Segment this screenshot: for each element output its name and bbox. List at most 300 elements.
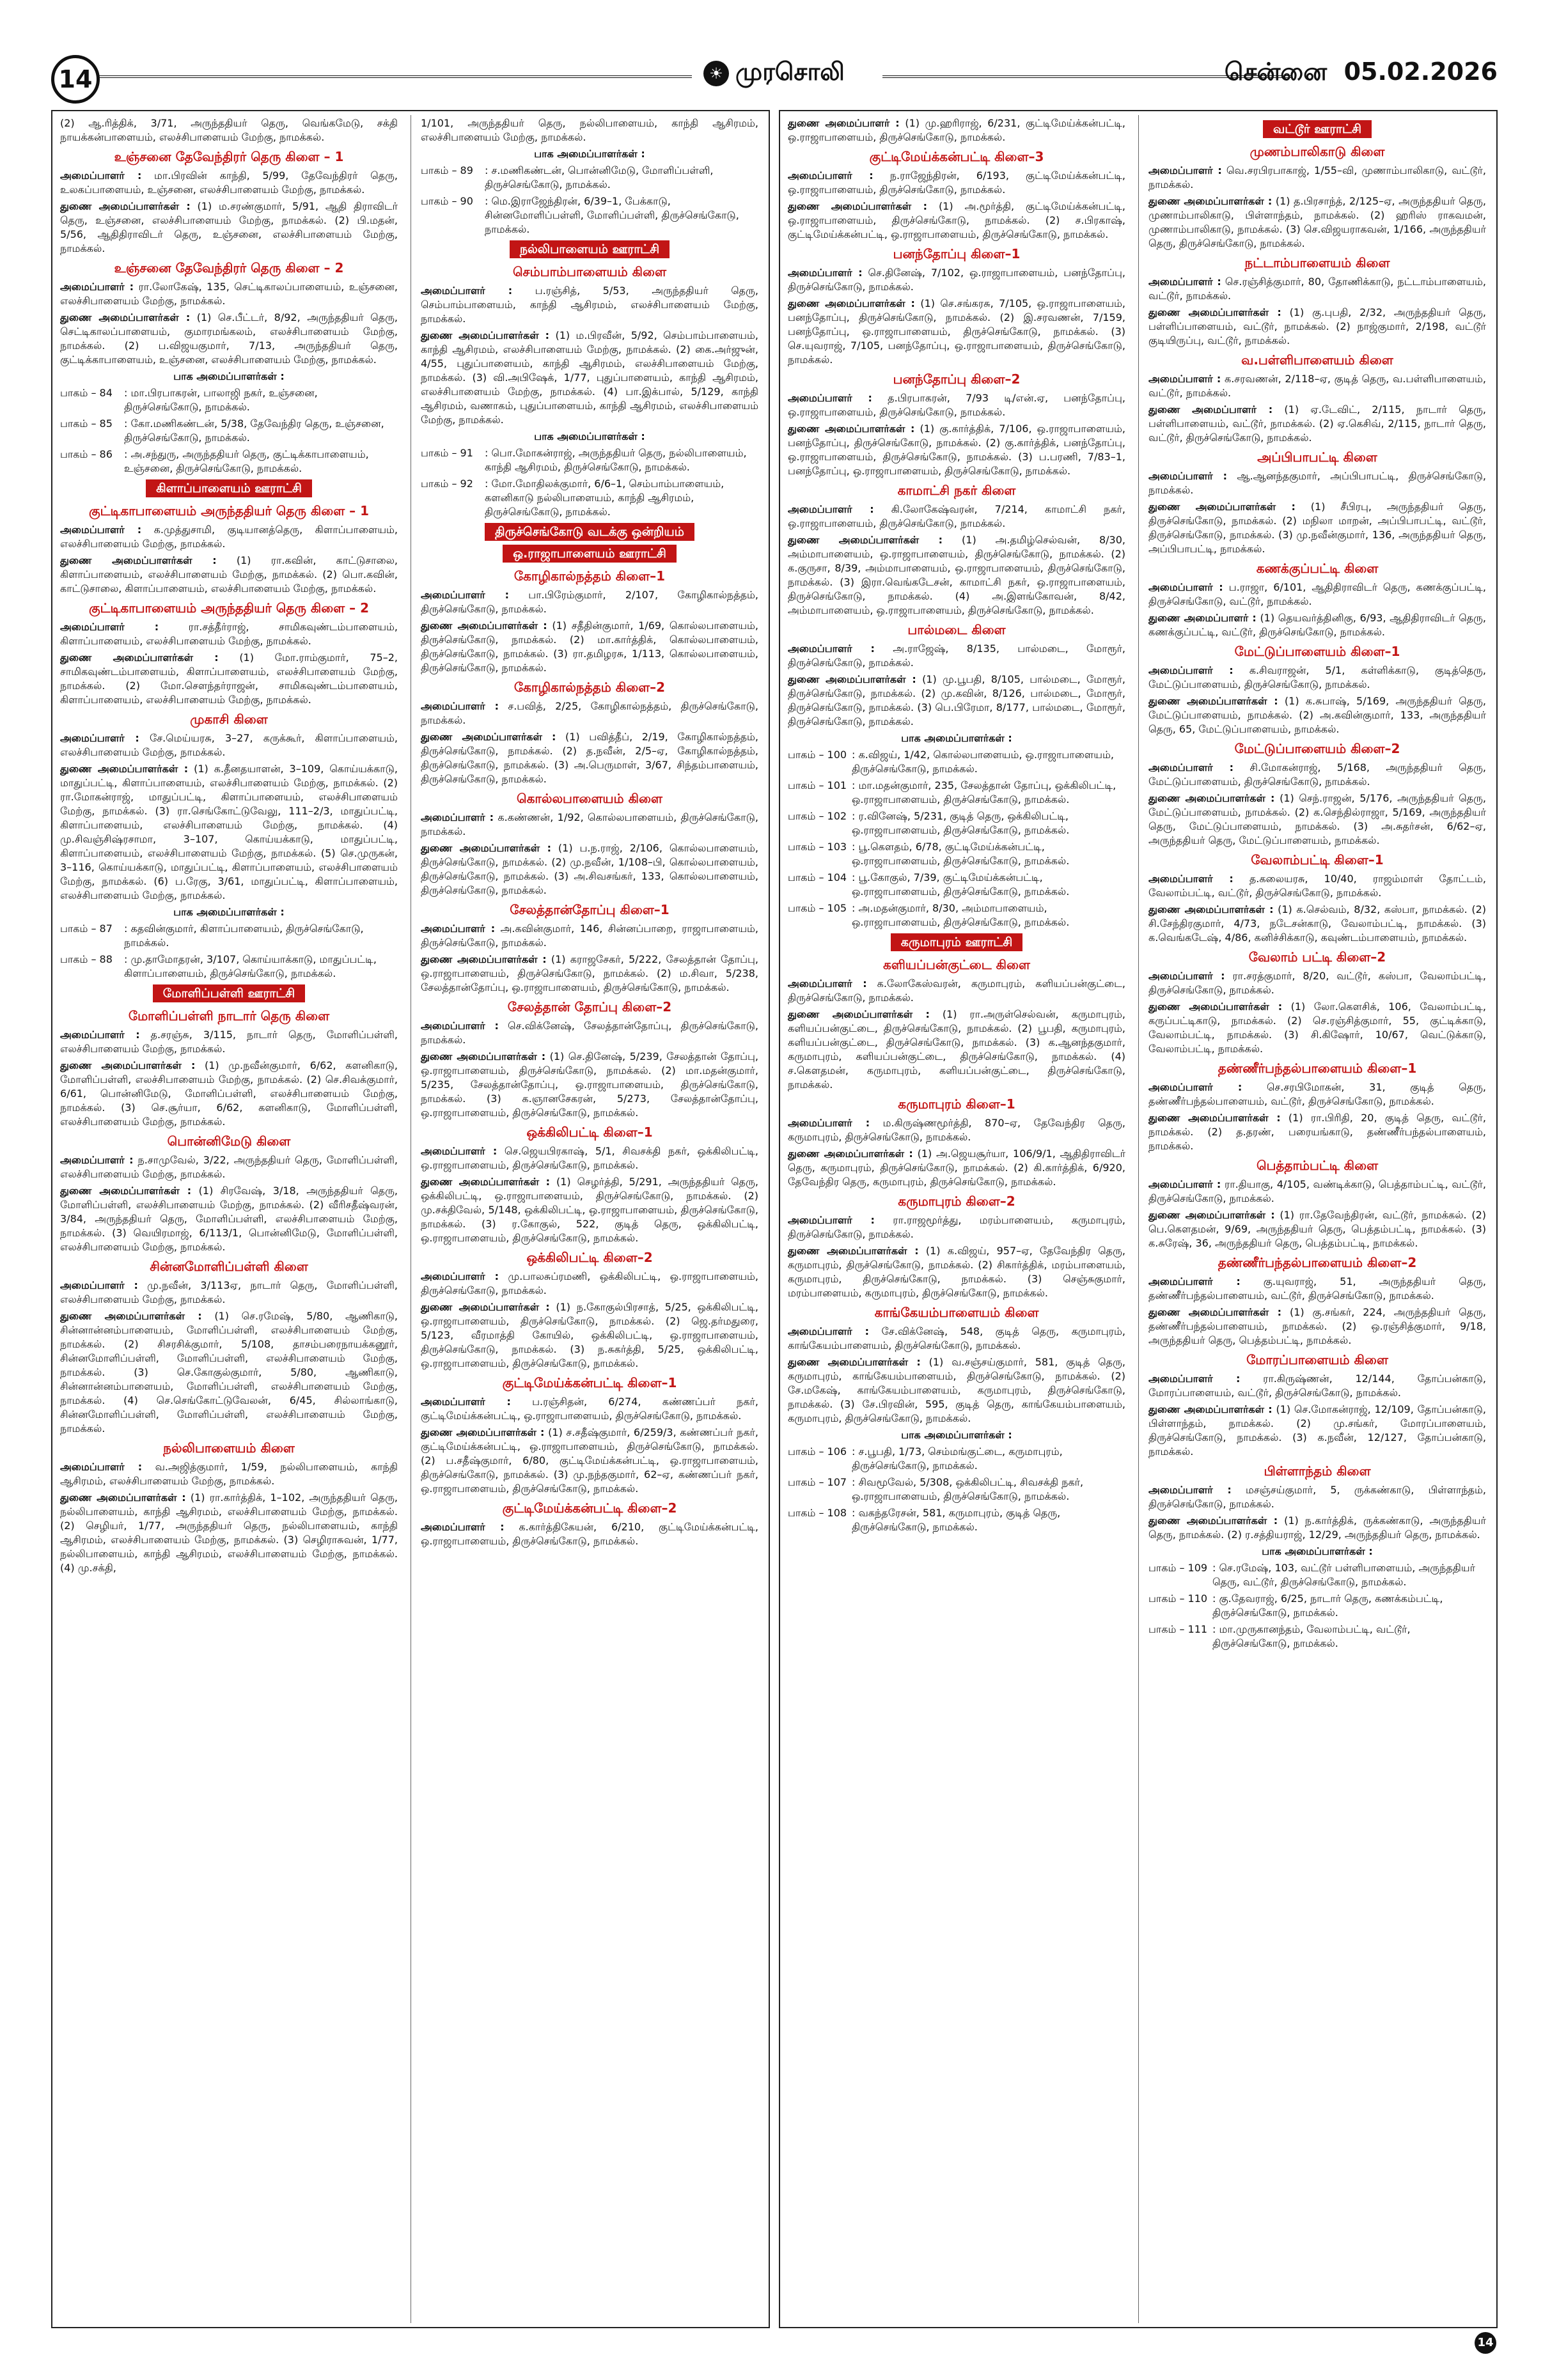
organizer-entry bbox=[788, 1116, 1125, 1144]
entry-text: (1) அ.தமிழ்செல்வன், 8/30, அம்மாபாளையம், ஒ.ராஜாபாளையம், திருச்செங்கோடு, நாமக்கல். (2) க.குருசா, 8/39, அம்மாபாளையம், ஒ.ராஜாபாளையம், திருச்செங்கோடு, நாமக்கல். (3) இரா.வெங்கடேசன், காமாட்சி நகர், ஒ.ராஜாபாளையம், திருச்செங்கோடு, நாமக்கல். (4) அ.இளங்கோவன், 8/42, அம்மாபாளையம், ஒ.ராஜாபாளையம், திருச்செங்கோடு, நாமக்கல். bbox=[788, 534, 1125, 616]
role-label: துணை அமைப்பாளர்கள் : bbox=[1148, 1306, 1282, 1318]
branch-heading: பொன்னிமேடு கிளை bbox=[167, 1133, 291, 1149]
organizer-entry bbox=[788, 1355, 1125, 1426]
booth-entry bbox=[421, 194, 758, 237]
role-label: துணை அமைப்பாளர்கள் : bbox=[60, 651, 219, 664]
dateline bbox=[1225, 58, 1498, 89]
booth-number: பாகம் – 109 bbox=[1148, 1562, 1208, 1574]
role-label: அமைப்பாளர் : bbox=[1148, 664, 1234, 676]
organizer-entry bbox=[421, 619, 758, 675]
role-label: துணை அமைப்பாளர்கள் : bbox=[788, 423, 915, 435]
booth-organizer-details: : சிவமூவேல், 5/308, ஒக்கிலிபட்டி, சிவசக்தி நகர், ஒ.ராஜாபாளையம், திருச்செங்கோடு, நாமக்கல். bbox=[852, 1476, 1084, 1502]
organizer-entry bbox=[788, 1007, 1125, 1092]
entry-text: செ.சரபிமோகன், 31, குடித் தெரு, தண்ணீர்பந்தல்பாளையம், வட்டூர், திருச்செங்கோடு, நாமக்கல். bbox=[1148, 1081, 1486, 1107]
booth-organizer-details: : கோ.மணிகண்டன், 5/38, தேவேந்திர தெரு, உஞ்சனை, திருச்செங்கோடு, நாமக்கல். bbox=[124, 417, 384, 444]
role-label: அமைப்பாளர் : bbox=[1148, 164, 1222, 176]
entry-text: (1) ந.கார்த்திக், ருக்கண்காடு, அருந்ததியர் தெரு, நாமக்கல். (2) ர.சத்தியராஜ், 12/29, அருந்ததியர் தெரு, நாமக்கல். bbox=[1148, 1514, 1486, 1541]
role-label: துணை அமைப்பாளர்கள் : bbox=[1148, 903, 1274, 915]
role-label: துணை அமைப்பாளர்கள் : bbox=[788, 1245, 919, 1257]
booth-organizer-details: : அ.சந்துரு, அருந்ததியர் தெரு, குட்டிக்காபாளையம், உஞ்சனை, திருச்செங்கோடு, நாமக்கல். bbox=[124, 448, 369, 474]
role-label: அமைப்பாளர் : bbox=[60, 1029, 140, 1041]
organizer-entry bbox=[60, 731, 398, 759]
entry-text: கு.யுவராஜ், 51, அருந்ததியர் தெரு, தண்ணீர்பந்தல்பாளையம், வட்டூர், திருச்செங்கோடு, நாமக்கல். bbox=[1148, 1275, 1486, 1302]
entry-text: த.கலையரசு, 10/40, ராஜம்மாள் தோட்டம், வேலாம்பட்டி, வட்டூர், திருச்செங்கோடு, நாமக்கல். bbox=[1148, 873, 1486, 899]
role-label: அமைப்பாளர் : bbox=[421, 1020, 499, 1032]
role-label: துணை அமைப்பாளர்கள் : bbox=[60, 1059, 196, 1071]
organizer-entry bbox=[421, 699, 758, 727]
organizer-entry bbox=[1148, 194, 1486, 251]
booth-number: பாகம் – 102 bbox=[788, 810, 847, 822]
organizer-entry bbox=[1148, 275, 1486, 303]
entry-text: செ.ஜெயபிரகாஷ், 5/1, சிவசக்தி நகர், ஒக்கிலிபட்டி, ஒ.ராஜாபாளையம், திருச்செங்கோடு, நாமக்கல். bbox=[421, 1145, 758, 1171]
organizer-entry bbox=[60, 1028, 398, 1056]
role-label: அமைப்பாளர் : bbox=[788, 169, 873, 182]
booth-entry bbox=[788, 1445, 1125, 1473]
role-label: அமைப்பாளர் : bbox=[788, 392, 872, 404]
role-label: அமைப்பாளர் : bbox=[421, 700, 499, 712]
entry-text: மசஞ்சய்குமார், 5, ருக்கண்காடு, பிள்ளாந்தம், திருச்செங்கோடு, நாமக்கல். bbox=[1148, 1484, 1486, 1510]
role-label: அமைப்பாளர் : bbox=[60, 732, 139, 744]
role-label: துணை அமைப்பாளர்கள் : bbox=[421, 329, 550, 341]
entry-text: (1) சதீதின்குமார், 1/69, கொல்லபாளையம், திருச்செங்கோடு, நாமக்கல். (2) மா.கார்த்திக், கொல்லபாளையம், திருச்செங்கோடு, நாமக்கல். (3) ரா.தமிழரசு, 1/113, கொல்லபாளையம், திருச்செங்கோடு, நாமக்கல். bbox=[421, 619, 758, 674]
entry-text: (1) மோ.ராம்குமார், 75–2, சாமிகவுண்டம்பாளையம், கிளாப்பாளையம், எலச்சிபாளையம் மேற்கு, நாமக்கல். (2) மோ.செளந்தர்ராஜன், சாமிகவுண்டம்பாளையம், கிளாப்பாளையம், எலச்சிபாளையம் மேற்கு, நாமக்கல். bbox=[60, 651, 398, 706]
role-label: துணை அமைப்பாளர்கள் : bbox=[1148, 1209, 1275, 1221]
role-label: துணை அமைப்பாளர்கள் : bbox=[60, 311, 191, 323]
branch-heading: களியப்பன்குட்டை கிளை bbox=[883, 957, 1030, 972]
branch-heading: கோழிகால்நத்தம் கிளை–2 bbox=[513, 680, 666, 695]
branch-heading: மேட்டுப்பாளையம் கிளை–1 bbox=[1234, 644, 1400, 659]
entry-text: க.சிவராஜன், 5/1, கள்ளிக்காடு, குடித்தெரு, மேட்டுப்பாளையம், திருச்செங்கோடு, நாமக்கல். bbox=[1148, 664, 1486, 690]
entry-text: (1) லோ.கௌசிக், 106, வேலாம்பட்டி, கருப்பட்டிகாடு, நாமக்கல். (2) செ.ரஞ்சித்குமார், 55, குட்டிக்காடு, வேலாம்பட்டி, நாமக்கல். (3) சி.கிஷோர், 10/67, வெட்டுக்காடு, வேலாம்பட்டி, நாமக்கல். bbox=[1148, 1000, 1486, 1055]
organizer-entry bbox=[1148, 903, 1486, 945]
entry-text: ந.சாமுவேல், 3/22, அருந்ததியர் தெரு, மோளிப்பள்ளி, எலச்சிபாளையம் மேற்கு, நாமக்கல். bbox=[60, 1154, 398, 1180]
entry-text: செ.விக்னேஷ், சேலத்தான்தோப்பு, திருச்செங்கோடு, நாமக்கல். bbox=[421, 1020, 758, 1046]
booth-number: பாகம் – 86 bbox=[60, 448, 113, 460]
branch-heading: ஒக்கிலிபட்டி கிளை–1 bbox=[526, 1124, 653, 1140]
entry-text: (1) க.செல்வம், 8/32, கஸ்பா, நாமக்கல். (2) சி.சேந்திரகுமார், 4/73, நடேசன்காடு, வேலாம்பட்டி, நாமக்கல். (3) க.வெங்கடேஷ், 4/86, கனிச்சிக்காடு, கவுண்டம்பாளையம், நாமக்கல். bbox=[1148, 903, 1486, 944]
role-label: அமைப்பாளர் : bbox=[1148, 581, 1223, 593]
booth-organizer-details: : மா.முருகானந்தம், வேலாம்பட்டி, வட்டூர், திருச்செங்கோடு, நாமக்கல். bbox=[1212, 1623, 1411, 1649]
branch-heading: பெத்தாம்பட்டி கிளை bbox=[1256, 1158, 1379, 1173]
entry-text: (1) ம.சரண்குமார், 5/91, ஆதி திராவிடர் தெரு, உஞ்சனை, எலச்சிபாளையம் மேற்கு, நாமக்கல். (2) பி.மதன், 5/56, ஆதிதிராவிடர் தெரு, உஞ்சனை, எலச்சிபாளையம் மேற்கு, நாமக்கல். bbox=[60, 200, 398, 254]
branch-heading: உஞ்சனை தேவேந்திரர் தெரு கிளை – 2 bbox=[114, 260, 344, 276]
booth-number: பாகம் – 108 bbox=[788, 1507, 847, 1519]
booth-number: பாகம் – 105 bbox=[788, 902, 847, 914]
role-label: அமைப்பாளர் : bbox=[60, 524, 142, 536]
role-label: துணை அமைப்பாளர்கள் : bbox=[421, 842, 551, 854]
entry-text: (1) க.தீனதயாளன், 3–109, கொய்யக்காடு, மாதுப்பட்டி, கிளாப்பாளையம், எலச்சிபாளையம் மேற்கு, நாமக்கல். (2) ரா.மோகன்ராஜ், மாதுப்பட்டி, கிளாப்பாளையம், எலச்சிபாளையம் மேற்கு, நாமக்கல். (3) ரா.செங்கோட்டுவேலு, 111–2/3, மாதுப்பட்டி, கிளாப்பாளையம், எலச்சிபாளையம் மேற்கு, நாமக்கல். (4) மு.சிவஞ்சிஷ்ரசாமா, 3–107, கொய்யக்காடு, மாதுப்பட்டி, கிளாப்பாளையம், எலச்சிபாளையம் மேற்கு, நாமக்கல். (5) செ.முருகன், 3–116, கொய்யக்காடு, மாதுப்பட்டி, கிளாப்பாளையம், எலச்சிபாளையம் மேற்கு, நாமக்கல். (6) ப.ரேகு, 3/61, மாதுப்பட்டி, கிளாப்பாளையம், எலச்சிபாளையம் மேற்கு, நாமக்கல். bbox=[60, 763, 398, 901]
role-label: அமைப்பாளர் : bbox=[1148, 276, 1221, 288]
entry-text: (1) ப.ந.ராஜ், 2/106, கொல்லபாளையம், திருச்செங்கோடு, நாமக்கல். (2) மு.நவீன், 1/108–பி, கொல்லபாளையம், திருச்செங்கோடு, நாமக்கல். (3) அ.சிவசங்கர், 133, கொல்லபாளையம், திருச்செங்கோடு, நாமக்கல். bbox=[421, 842, 758, 896]
organizer-entry bbox=[788, 391, 1125, 419]
branch-heading: குட்டிமேய்க்கன்பட்டி கிளை–2 bbox=[502, 1500, 677, 1516]
entry-text: (1) ரா.பிரிதி, 20, குடித் தெரு, வட்டூர், நாமக்கல். (2) த.தரண், பரையங்காடு, தண்ணீர்பந்தல்பாளையம், நாமக்கல். bbox=[1148, 1112, 1486, 1152]
role-label: அமைப்பாளர் : bbox=[1148, 1178, 1221, 1190]
organizer-entry bbox=[60, 1279, 398, 1307]
organizer-entry bbox=[60, 311, 398, 367]
booth-number: பாகம் – 89 bbox=[421, 164, 473, 176]
booth-organizer-details: : மு.தாமோதரன், 3/107, கொய்யாக்காடு, மாதுப்பட்டி, கிளாப்பாளையம், திருச்செங்கோடு, நாமக்கல். bbox=[124, 953, 377, 979]
entry-text: க.சரவணன், 2/118–ஏ, குடித் தெரு, வ.பள்ளிபாளையம், வட்டூர், நாமக்கல். bbox=[1148, 373, 1486, 399]
role-label: அமைப்பாளர் : bbox=[421, 284, 513, 297]
organizer-entry bbox=[788, 1147, 1125, 1189]
entry-text: மா.பிரவின் காந்தி, 5/99, தேவேந்திரர் தெரு, உலகப்பாளையம், உஞ்சனை, எலச்சிபாளையம் மேற்கு, நாமக்கல். bbox=[60, 169, 398, 196]
entry-text: (1) செ.பீட்டர், 8/92, அருந்ததியர் தெரு, செட்டிகாலப்பாளையம், குமாரமங்கலம், எலச்சிபாளையம் மேற்கு, நாமக்கல். (2) ப.விஜயகுமார், 7/13, அருந்ததியர் தெரு, குட்டிக்காபாளையம், உஞ்சனை, எலச்சிபாளையம் மேற்கு, நாமக்கல். bbox=[60, 311, 398, 366]
organizer-entry bbox=[60, 523, 398, 551]
organizer-entry bbox=[421, 588, 758, 616]
entry-text: அ.கவின்குமார், 146, சின்னப்பாறை, ராஜாபாளையம், திருச்செங்கோடு, நாமக்கல். bbox=[421, 922, 758, 949]
role-label: அமைப்பாளர் : bbox=[60, 1279, 138, 1291]
booth-organizers-heading: பாக அமைப்பாளர்கள் : bbox=[1262, 1545, 1373, 1557]
entry-text: அ.ராஜேஷ், 8/135, பால்மடை, மோரூர், திருச்செங்கோடு, நாமக்கல். bbox=[788, 642, 1125, 669]
organizer-entry bbox=[421, 1395, 758, 1423]
page-content bbox=[51, 110, 1498, 2328]
organizer-entry bbox=[60, 651, 398, 707]
organizer-entry bbox=[1148, 1372, 1486, 1400]
organizer-entry bbox=[1148, 1111, 1486, 1153]
text-column-1 bbox=[60, 116, 398, 2322]
role-label: அமைப்பாளர் : bbox=[1148, 970, 1225, 982]
booth-number: பாகம் – 91 bbox=[421, 447, 473, 459]
entry-text: ப.ரஞ்சிதன், 6/274, கண்ணப்பர் நகர், குட்டிமேய்க்கன்பட்டி, ஒ.ராஜாபாளையம், திருச்செங்கோடு, நாமக்கல். bbox=[421, 1396, 758, 1422]
organizer-entry bbox=[1148, 611, 1486, 639]
booth-entry bbox=[60, 953, 398, 981]
text-column-2 bbox=[421, 116, 758, 2322]
entry-text: ப.ராஜா, 6/101, ஆதிதிராவிடர் தெரு, கணக்குப்பட்டி, திருச்செங்கோடு, வட்டூர், நாமக்கல். bbox=[1148, 581, 1486, 607]
entry-text: ரா.ராஜமூர்த்து, மரம்பாளையம், கருமாபுரம், திருச்செங்கோடு, நாமக்கல். bbox=[788, 1214, 1125, 1240]
role-label: துணை அமைப்பாளர்கள் : bbox=[1148, 1112, 1281, 1124]
entry-text: ரா.சத்தீர்ராஜ், சாமிகவுண்டம்பாளையம், கிளாப்பாளையம், எலச்சிபாளையம் மேற்கு, நாமக்கல். bbox=[60, 621, 398, 647]
role-label: துணை அமைப்பாளர்கள் : bbox=[421, 619, 547, 632]
newspaper-title bbox=[703, 58, 845, 89]
booth-organizers-heading: பாக அமைப்பாளர்கள் : bbox=[534, 148, 645, 160]
entry-text: (1) ரா.கார்த்திக், 1–102, அருந்ததியர் தெரு, நல்லிபாளையம், காந்தி ஆசிரமம், எலச்சிபாளையம் மேற்கு, நாமக்கல். (2) செழியர், 1/77, அருந்ததியர் தெரு, நல்லிபாளையம், காந்தி ஆசிரமம், எலச்சிபாளையம் மேற்கு, நாமக்கல். (3) செழிராசுவன், 1/77, நல்லிபாளையம், காந்தி ஆசிரமம், எலச்சிபாளையம் மேற்கு, நாமக்கல். (4) மு.சக்தி, bbox=[60, 1491, 398, 1574]
branch-heading: கொல்லபாளையம் கிளை bbox=[517, 791, 662, 806]
organizer-entry bbox=[788, 1325, 1125, 1353]
booth-entry bbox=[60, 922, 398, 950]
branch-heading: வேலாம் பட்டி கிளை–2 bbox=[1248, 949, 1386, 965]
booth-organizer-details: : மா.மதன்குமார், 235, சேலத்தான் தோப்பு, ஒக்கிலிபட்டி, ஒ.ராஜாபாளையம், திருச்செங்கோடு, நாமக்கல். bbox=[852, 779, 1116, 805]
booth-number: பாகம் – 87 bbox=[60, 922, 113, 935]
dateline-city: சென்னை bbox=[1224, 58, 1328, 86]
booth-number: பாகம் – 101 bbox=[788, 779, 847, 791]
role-label: அமைப்பாளர் : bbox=[1148, 761, 1234, 774]
organizer-entry bbox=[1148, 694, 1486, 736]
organizer-entry bbox=[421, 1050, 758, 1120]
organizer-entry bbox=[60, 1491, 398, 1575]
booth-organizer-details: : பொ.மோகன்ராஜ், அருந்ததியர் தெரு, நல்லிபாளையம், காந்தி ஆசிரமம், திருச்செங்கோடு, நாமக்கல். bbox=[485, 447, 747, 473]
branch-heading: குட்டிகாபாளையம் அருந்ததியர் தெரு கிளை – 1 bbox=[88, 503, 370, 518]
organizer-entry bbox=[788, 422, 1125, 478]
role-label: துணை அமைப்பாளர்கள் : bbox=[60, 1185, 192, 1197]
role-label: அமைப்பாளர் : bbox=[1148, 873, 1234, 885]
organizer-entry bbox=[788, 533, 1125, 618]
organizer-entry bbox=[788, 1244, 1125, 1300]
entry-text: (1) த.பிரசாந்த், 2/125–ஏ, அருந்ததியர் தெரு, முணாம்பாலிகாடு, பிள்ளாந்தம், நாமக்கல். (2) ஹரிஸ் ராகவமன், முணாம்பாலிகாடு, நாமக்கல். (3) செ.விஜயராகவன், 1/166, அருந்ததியர் தெரு, திருச்செங்கோடு, நாமக்கல். bbox=[1148, 195, 1486, 249]
entry-text: சே.மெய்யரசு, 3–27, கருக்கூர், கிளாப்பாளையம், எலச்சிபாளையம் மேற்கு, நாமக்கல். bbox=[60, 732, 398, 758]
branch-heading: மோரப்பாளையம் கிளை bbox=[1246, 1352, 1388, 1367]
organizer-entry bbox=[421, 1270, 758, 1298]
branch-heading: கோழிகால்நத்தம் கிளை–1 bbox=[513, 568, 666, 584]
role-label: அமைப்பாளர் : bbox=[421, 1396, 511, 1408]
role-label: துணை அமைப்பாளர்கள் : bbox=[1148, 1403, 1273, 1415]
branch-heading: கருமாபுரம் கிளை–2 bbox=[898, 1194, 1015, 1209]
entry-text: ம.கிருஷ்ணமூர்த்தி, 870–ஏ, தேவேந்திர தெரு, கருமாபுரம், திருச்செங்கோடு, நாமக்கல். bbox=[788, 1117, 1125, 1143]
branch-heading: சேலத்தான் தோப்பு கிளை–2 bbox=[507, 999, 672, 1015]
organizer-entry bbox=[60, 620, 398, 648]
organizer-entry bbox=[421, 1019, 758, 1047]
role-label: துணை அமைப்பாளர்கள் : bbox=[788, 1008, 930, 1020]
branch-heading: காமாட்சி நகர் கிளை bbox=[897, 483, 1016, 498]
organizer-entry bbox=[1148, 872, 1486, 900]
organizer-entry bbox=[1148, 1178, 1486, 1206]
entry-text: (1) ரா.தேவேந்திரன், வட்டூர், நாமக்கல். (2) பெ.கௌதமன், 9/69, அருந்ததியர் தெரு, பெத்தம்பட்டி, நாமக்கல். (3) க.சுரேஷ், 36, அருந்ததியர் தெரு, பெத்தம்பட்டி, நாமக்கல். bbox=[1148, 1209, 1486, 1249]
role-label: அமைப்பாளர் : bbox=[60, 621, 159, 633]
entry-text: சே.விக்னேஷ், 548, குடித் தெரு, கருமாபுரம், காங்கேயம்பாளையம், திருச்செங்கோடு, நாமக்கல். bbox=[788, 1325, 1125, 1351]
entry-text: ரா.கிருஷ்ணன், 12/144, தோப்பன்காடு, மோரப்பாளையம், வட்டூர், திருச்செங்கோடு, நாமக்கல். bbox=[1148, 1373, 1486, 1399]
booth-organizer-details: : மெ.இராஜேந்திரன், 6/39–1, பேக்காடு, சின்னமோளிப்பள்ளி, மோளிப்பள்ளி, திருச்செங்கோடு, நாமக்கல். bbox=[485, 195, 739, 235]
organizer-entry bbox=[60, 116, 398, 144]
entry-text: (1) செ.சங்கரசு, 7/105, ஒ.ராஜாபாளையம், பனந்தோப்பு, திருச்செங்கோடு, நாமக்கல். (2) இ.சரவணன், 7/159, பனந்தோப்பு, ஒ.ராஜாபாளையம், திருச்செங்கோடு, நாமக்கல். (3) செ.யுவராஜ், 7/105, பனந்தோப்பு, ஒ.ராஜாபாளையம், திருச்செங்கோடு, நாமக்கல். bbox=[788, 297, 1125, 366]
organizer-entry bbox=[421, 1426, 758, 1496]
organizer-entry bbox=[1148, 664, 1486, 692]
entry-text: (1) ஏ.டேவிட், 2/115, நாடார் தெரு, பள்ளிபாளையம், வட்டூர், நாமக்கல். (2) ஏ.கெசிவ், 2/115, நாடார் தெரு, வட்டூர், திருச்செங்கோடு, நாமக்கல். bbox=[1148, 403, 1486, 444]
organizer-entry bbox=[1148, 1514, 1486, 1542]
booth-number: பாகம் – 111 bbox=[1148, 1623, 1208, 1635]
entry-text: (1) அ.ஜெயசூர்யா, 106/9/1, ஆதிதிராவிடர் தெரு, கருமாபுரம், திருச்செங்கோடு, நாமக்கல். (2) கி.கார்த்திக், 6/920, தேவேந்திர தெரு, கருமாபுரம், திருச்செங்கோடு, நாமக்கல். bbox=[788, 1147, 1125, 1188]
branch-heading: ஒக்கிலிபட்டி கிளை–2 bbox=[526, 1250, 653, 1265]
role-label: அமைப்பாளர் : bbox=[788, 1117, 870, 1129]
booth-entry bbox=[60, 417, 398, 445]
entry-text: (1) மு.ஹரிராஜ், 6/231, குட்டிமேய்க்கன்பட்டி, ஒ.ராஜாபாளையம், திருச்செங்கோடு, நாமக்கல். bbox=[788, 117, 1125, 143]
booth-entry bbox=[788, 779, 1125, 807]
organizer-entry bbox=[60, 1059, 398, 1129]
panchayat-heading: வட்டூர் ஊராட்சி bbox=[1263, 120, 1372, 138]
role-label: துணை அமைப்பாளர்கள் : bbox=[421, 1426, 545, 1438]
role-label: துணை அமைப்பாளர்கள் : bbox=[421, 731, 556, 743]
panchayat-heading: ஒ.ராஜாபாளையம் ஊராட்சி bbox=[503, 545, 677, 563]
booth-organizer-details: : க.விஜய், 1/42, கொல்லபாளையம், ஒ.ராஜாபாளையம், திருச்செங்கோடு, நாமக்கல். bbox=[852, 749, 1114, 775]
organizer-entry bbox=[788, 502, 1125, 531]
role-label: அமைப்பாளர் : bbox=[60, 1461, 143, 1473]
organizer-entry bbox=[60, 1460, 398, 1488]
booth-organizers-heading: பாக அமைப்பாளர்கள் : bbox=[901, 732, 1012, 744]
role-label: துணை அமைப்பாளர் : bbox=[1148, 403, 1273, 416]
entry-text: (1) தெயவர்த்தினிகு, 6/93, ஆதிதிராவிடர் தெரு, கணக்குப்பட்டி, வட்டூர், திருச்செங்கோடு, நாமக்கல். bbox=[1148, 612, 1486, 638]
entry-text: (1) அ.மூர்த்தி, குட்டிமேய்க்கன்பட்டி, ஒ.ராஜாபாளையம், திருச்செங்கோடு, நாமக்கல். (2) ச.பிரகாஷ், குட்டிமேய்க்கன்பட்டி, ஒ.ராஜாபாளையம், திருச்செங்கோடு, நாமக்கல். bbox=[788, 200, 1125, 240]
entry-text: (1) செந்.ராஜன், 5/176, அருந்ததியர் தெரு, மேட்டுப்பாளையம், நாமக்கல். (2) க.செந்தில்ராஜா, 5/169, அருந்ததியர் தெரு, மேட்டுப்பாளையம், நாமக்கல். (3) அ.சுதர்சன், 6/62–ஏ, அருந்ததியர் தெரு, மேட்டுப்பாளையம், நாமக்கல். bbox=[1148, 792, 1486, 846]
branch-heading: குட்டிகாபாளையம் அருந்ததியர் தெரு கிளை – 2 bbox=[88, 600, 370, 616]
entry-text: த.பிரபாகரன், 7/93 டி/என்.ஏ, பனந்தோப்பு, ஒ.ராஜாபாளையம், திருச்செங்கோடு, நாமக்கல். bbox=[788, 392, 1125, 418]
entry-text: க.லோகேஸ்வரன், கருமாபுரம், களியப்பன்குட்டை, திருச்செங்கோடு, நாமக்கல். bbox=[788, 977, 1125, 1004]
entry-text: க.கார்த்திகேயன், 6/210, குட்டிமேய்க்கன்பட்டி, ஒ.ராஜாபாளையம், திருச்செங்கோடு, நாமக்கல். bbox=[421, 1521, 758, 1547]
organizer-entry bbox=[788, 977, 1125, 1005]
entry-text: ரா.சரத்குமார், 8/20, வட்டூர், கஸ்பா, வேலாம்பட்டி, திருச்செங்கோடு, நாமக்கல். bbox=[1148, 970, 1486, 996]
branch-heading: பால்மடை கிளை bbox=[907, 622, 1006, 637]
rising-sun-logo-icon: ☀ bbox=[703, 61, 729, 86]
entry-text: வ.அஜித்குமார், 1/59, நல்லிபாளையம், காந்தி ஆசிரமம், எலச்சிபாளையம் மேற்கு, நாமக்கல். bbox=[60, 1461, 398, 1487]
organizer-entry bbox=[421, 953, 758, 995]
role-label: அமைப்பாளர் : bbox=[421, 811, 494, 823]
booth-number: பாகம் – 85 bbox=[60, 417, 113, 430]
role-label: துணை அமைப்பாளர்கள் : bbox=[1148, 1000, 1283, 1013]
organizer-entry bbox=[788, 116, 1125, 144]
entry-text: மு.பாலசுப்ரமணி, ஒக்கிலிபட்டி, ஒ.ராஜாபாளையம், திருச்செங்கோடு, நாமக்கல். bbox=[421, 1270, 758, 1296]
organizer-entry bbox=[421, 1300, 758, 1371]
footer-page-number: 14 bbox=[1475, 2332, 1496, 2354]
organizer-entry bbox=[1148, 969, 1486, 997]
role-label: அமைப்பாளர் : bbox=[60, 1154, 134, 1166]
branch-heading: உஞ்சனை தேவேந்திரர் தெரு கிளை – 1 bbox=[114, 149, 344, 164]
role-label: அமைப்பாளர் : bbox=[1148, 1275, 1241, 1287]
branch-heading: பனந்தோப்பு கிளை–2 bbox=[893, 371, 1021, 387]
branch-heading: செம்பாம்பாளையம் கிளை bbox=[512, 264, 667, 279]
entry-text: க.கண்ணன், 1/92, கொல்லபாளையம், திருச்செங்கோடு, நாமக்கல். bbox=[421, 811, 758, 837]
organizer-entry bbox=[421, 841, 758, 898]
organizer-entry bbox=[421, 730, 758, 786]
organizer-entry bbox=[60, 199, 398, 256]
entry-text: கி.லோகேஷ்வரன், 7/214, காமாட்சி நகர், ஒ.ராஜாபாளையம், திருச்செங்கோடு, நாமக்கல். bbox=[788, 503, 1125, 529]
entry-text: (2) ஆ.ரித்திக், 3/71, அருந்ததியர் தெரு, வெங்கமேடு, சக்தி நாயக்கன்பாளையம், எலச்சிபாளையம் மேற்கு, நாமக்கல். bbox=[60, 117, 398, 143]
booth-entry bbox=[788, 840, 1125, 868]
branch-heading: மோளிப்பள்ளி நாடார் தெரு கிளை bbox=[128, 1008, 330, 1023]
booth-organizers-heading: பாக அமைப்பாளர்கள் : bbox=[173, 370, 285, 382]
organizer-entry bbox=[1148, 1275, 1486, 1303]
entry-text: (1) செ.ரமேஷ், 5/80, ஆணிகாடு, சின்னான்னம்பாளையம், மோளிப்பள்ளி, எலச்சிபாளையம் மேற்கு, நாமக்கல். (2) சிசரசிக்குமார், 5/108, தாசம்பரைநாயக்கனூர், சின்னமோளிப்பள்ளி, மோளிப்பள்ளி, எலச்சிபாளையம் மேற்கு, நாமக்கல். (3) செ.கோகுல்குமார், 5/80, ஆணிகாடு, சின்னான்னம்பாளையம், மோளிப்பள்ளி, எலச்சிபாளையம் மேற்கு, நாமக்கல். (4) செ.செங்கோட்டுவேலன், 6/45, சில்லாங்காடு, சின்னமோளிப்பள்ளி, மோளிப்பள்ளி, எலச்சிபாளையம் மேற்கு, நாமக்கல். bbox=[60, 1310, 398, 1435]
organizer-entry bbox=[421, 811, 758, 839]
branch-heading: பனந்தோப்பு கிளை–1 bbox=[893, 246, 1021, 261]
entry-text: (1) கு.புபதி, 2/32, அருந்ததியர் தெரு, பள்ளிப்பாளையம், வட்டூர், நாமக்கல். (2) நாஜ்குமார், 2/198, வட்டூர் குடியிருப்பு, வட்டூர், நாமக்கல். bbox=[1148, 306, 1486, 346]
branch-heading: மேட்டுப்பாளையம் கிளை–2 bbox=[1234, 741, 1400, 756]
entry-text: (1) மு.நவீன்குமார், 6/62, களனிகாடு, மோளிப்பள்ளி, எலச்சிபாளையம் மேற்கு, நாமக்கல். (2) செ.சிவக்குமார், 6/61, பொன்னிமேடு, மோளிப்பள்ளி, எலச்சிபாளையம் மேற்கு, நாமக்கல். (3) செ.சூர்யா, 6/62, களனிகாடு, மோளிப்பள்ளி, எலச்சிபாளையம் மேற்கு, நாமக்கல். bbox=[60, 1059, 398, 1128]
entry-text: (1) கு.சங்கர், 224, அருந்ததியர் தெரு, தண்ணீர்பந்தல்பாளையம், நாமக்கல். (2) ஒ.ரஞ்சித்குமார், 9/18, அருந்ததியர் தெரு, பெத்தம்பட்டி, நாமக்கல். bbox=[1148, 1306, 1486, 1346]
branch-heading: கணக்குப்பட்டி கிளை bbox=[1256, 561, 1379, 576]
booth-organizer-details: : மோ.மோதிலக்குமார், 6/6–1, செம்பாம்பாளையம், களனிகாடு நல்லிபாளையம், காந்தி ஆசிரமம், திருச்செங்கோடு, நாமக்கல். bbox=[485, 478, 725, 518]
organizer-entry bbox=[421, 329, 758, 427]
role-label: துணை அமைப்பாளர்கள் : bbox=[60, 763, 189, 775]
role-label: துணை அமைப்பாளர் : bbox=[1148, 612, 1257, 624]
role-label: துணை அமைப்பாளர்கள் : bbox=[1148, 195, 1273, 207]
entry-text: ஆ.ஆனந்தகுமார், அப்பிபாபட்டி, திருச்செங்கோடு, நாமக்கல். bbox=[1148, 470, 1486, 496]
branch-heading: பிள்ளாந்தம் கிளை bbox=[1264, 1463, 1371, 1479]
booth-entry bbox=[1148, 1622, 1486, 1651]
booth-organizer-details: : ர.வினேஷ், 5/231, குடித் தெரு, ஒக்கிலிபட்டி, ஒ.ராஜாபாளையம், திருச்செங்கோடு, நாமக்கல். bbox=[852, 810, 1070, 836]
panchayat-heading: கிளாப்பாளையம் ஊராட்சி bbox=[146, 479, 312, 497]
entry-text: செ.ரஞ்சித்குமார், 80, தோணிக்காடு, நட்டாம்பாளையம், வட்டூர், நாமக்கல். bbox=[1148, 276, 1486, 302]
newspaper-name: முரசொலி bbox=[735, 58, 845, 86]
booth-organizers-heading: பாக அமைப்பாளர்கள் : bbox=[173, 906, 285, 918]
column-divider bbox=[1138, 115, 1139, 2323]
dateline-date: 05.02.2026 bbox=[1343, 58, 1498, 86]
role-label: துணை அமைப்பாளர்கள் : bbox=[1148, 1514, 1278, 1527]
panchayat-heading: திருச்செங்கோடு வடக்கு ஒன்றியம் bbox=[485, 523, 694, 541]
role-label: துணை அமைப்பாளர்கள் : bbox=[1148, 695, 1278, 707]
masthead-rule-left bbox=[97, 75, 692, 78]
entry-text: (1) ச.சதீஷ்குமார், 6/259/3, கண்ணப்பர் நகர், குட்டிமேய்க்கன்பட்டி, ஒ.ராஜாபாளையம், திருச்செங்கோடு, நாமக்கல். (2) ப.சதீஷ்குமார், 6/80, குட்டிமேய்க்கன்பட்டி, ஒ.ராஜாபாளையம், திருச்செங்கோடு, நாமக்கல். (3) மு.நந்தகுமார், 62–ஏ, கண்ணப்பர் நகர், ஒ.ராஜாபாளையம், திருச்செங்கோடு, நாமக்கல். bbox=[421, 1426, 758, 1495]
role-label: அமைப்பாளர் : bbox=[1148, 1081, 1242, 1093]
booth-number: பாகம் – 107 bbox=[788, 1476, 847, 1488]
entry-text: (1) மு.பூபதி, 8/105, பால்மடை, மோரூர், திருச்செங்கோடு, நாமக்கல். (2) மு.கவின், 8/126, பால்மடை, மோரூர், திருச்செங்கோடு, நாமக்கல். (3) பெ.பிரேமா, 8/177, பால்மடை, மோரூர், திருச்செங்கோடு, நாமக்கல். bbox=[788, 673, 1125, 727]
entry-text: பா.பிரேம்குமார், 2/107, கோழிகால்நத்தம், திருச்செங்கோடு, நாமக்கல். bbox=[421, 589, 758, 615]
role-label: துணை அமைப்பாளர்கள் : bbox=[421, 1301, 550, 1313]
booth-entry bbox=[788, 748, 1125, 776]
entry-text: 1/101, அருந்ததியர் தெரு, நல்லிபாளையம், காந்தி ஆசிரமம், எலச்சிபாளையம் மேற்கு, நாமக்கல். bbox=[421, 117, 758, 143]
organizer-entry bbox=[60, 1184, 398, 1254]
organizer-entry bbox=[1148, 761, 1486, 789]
organizer-entry bbox=[421, 284, 758, 326]
booth-organizers-heading: பாக அமைப்பாளர்கள் : bbox=[901, 1429, 1012, 1441]
role-label: துணை அமைப்பாளர்கள் : bbox=[421, 1176, 551, 1188]
organizer-entry bbox=[1148, 1000, 1486, 1056]
organizer-entry bbox=[1148, 1080, 1486, 1108]
booth-organizer-details: : அ.மதன்குமார், 8/30, அம்மாபாளையம், ஒ.ராஜாபாளையம், திருச்செங்கோடு, நாமக்கல். bbox=[852, 902, 1070, 928]
booth-organizer-details: : வகந்தரேசன், 581, கருமாபுரம், குடித் தெரு, திருச்செங்கோடு, நாமக்கல். bbox=[852, 1507, 1061, 1533]
role-label: அமைப்பாளர் : bbox=[421, 1521, 505, 1533]
organizer-entry bbox=[421, 1520, 758, 1548]
entry-text: மு.நவீன், 3/113ஏ, நாடார் தெரு, மோளிப்பள்ளி, எலச்சிபாளையம் மேற்கு, நாமக்கல். bbox=[60, 1279, 398, 1305]
booth-number: பாகம் – 106 bbox=[788, 1445, 847, 1458]
branch-heading: நட்டாம்பாளையம் கிளை bbox=[1244, 255, 1390, 270]
booth-entry bbox=[1148, 1592, 1486, 1620]
organizer-entry bbox=[421, 1175, 758, 1245]
entry-text: (1) கு.கார்த்திக், 7/106, ஒ.ராஜாபாளையம், பனந்தோப்பு, திருச்செங்கோடு, நாமக்கல். (2) கு.கார்த்திக், பனந்தோப்பு, ஒ.ராஜாபாளையம், திருச்செங்கோடு, நாமக்கல். (3) ப.பரணி, 7/83–1, பனந்தோப்பு, ஒ.ராஜாபாளையம், திருச்செங்கோடு, நாமக்கல். bbox=[788, 423, 1125, 477]
branch-heading: வேலாம்பட்டி கிளை–1 bbox=[1251, 852, 1384, 867]
entry-text: (1) ம.பிரவீன், 5/92, செம்பாம்பாளையம், காந்தி ஆசிரமம், எலச்சிபாளையம் மேற்கு, நாமக்கல். (2) கை.அர்ஜுன், 4/55, புதுப்பாளையம், காந்தி ஆசிரமம், எலச்சிபாளையம் மேற்கு, நாமக்கல். (3) வி.அபிஷேக், 1/77, புதுப்பாளையம், காந்தி ஆசிரமம், எலச்சிபாளையம் மேற்கு, நாமக்கல். (4) பா.இக்பால், 5/129, காந்தி ஆசிரமம், வணாகம், புதுப்பாளையம், காந்தி ஆசிரமம், எலச்சிபாளையம் மேற்கு, நாமக்கல். bbox=[421, 329, 758, 426]
masthead bbox=[51, 55, 1498, 106]
role-label: அமைப்பாளர் : bbox=[788, 977, 867, 990]
booth-number: பாகம் – 110 bbox=[1148, 1592, 1208, 1605]
role-label: துணை அமைப்பாளர்கள் : bbox=[788, 1147, 913, 1160]
booth-entry bbox=[788, 1475, 1125, 1504]
organizer-entry bbox=[1148, 1403, 1486, 1459]
organizer-entry bbox=[1148, 500, 1486, 556]
organizer-entry bbox=[788, 297, 1125, 367]
page-number-badge: 14 bbox=[51, 55, 100, 104]
role-label: துணை அமைப்பாளர்கள் : bbox=[421, 953, 547, 965]
entry-text: (1) பவித்தீப், 2/19, கோழிகால்நத்தம், திருச்செங்கோடு, நாமக்கல். (2) த.நவீன், 2/5–ஏ, கோழிகால்நத்தம், திருச்செங்கோடு, நாமக்கல். (3) அ.பெருமாள், 3/67, சிந்தம்பாளையம், திருச்செங்கோடு, நாமக்கல். bbox=[421, 731, 758, 785]
branch-heading: நல்லிபாளையம் கிளை bbox=[163, 1440, 295, 1456]
entry-text: ந.ராஜேந்திரன், 6/193, குட்டிமேய்க்கன்பட்டி, ஒ.ராஜாபாளையம், திருச்செங்கோடு, நாமக்கல். bbox=[788, 169, 1125, 196]
organizer-entry bbox=[788, 673, 1125, 729]
booth-entry bbox=[421, 446, 758, 474]
role-label: துணை அமைப்பாளர்கள் : bbox=[60, 1491, 186, 1504]
role-label: துணை அமைப்பாளர்கள் : bbox=[60, 1310, 202, 1322]
organizer-entry bbox=[60, 169, 398, 197]
organizer-entry bbox=[60, 1153, 398, 1181]
branch-heading: காங்கேயம்பாளையம் கிளை bbox=[874, 1305, 1039, 1320]
booth-organizer-details: : கதவின்குமார், கிளாப்பாளையம், திருச்செங்கோடு, நாமக்கல். bbox=[124, 922, 364, 949]
role-label: அமைப்பாளர் : bbox=[788, 503, 874, 515]
organizer-entry bbox=[1148, 1483, 1486, 1511]
booth-number: பாகம் – 103 bbox=[788, 841, 847, 853]
branch-heading: முணம்பாலிகாடு கிளை bbox=[1249, 144, 1385, 159]
role-label: துணை அமைப்பாளர்கள் : bbox=[60, 554, 217, 566]
entry-text: வெ.சரபிரபாகாஜ், 1/55–வி, முணாம்பாலிகாடு, வட்டூர், நாமக்கல். bbox=[1148, 164, 1486, 191]
booth-organizers-heading: பாக அமைப்பாளர்கள் : bbox=[534, 430, 645, 442]
entry-text: (1) சீபிரபு, அருந்ததியர் தெரு, திருச்செங்கோடு, நாமக்கல். (2) மநிலா மாறன், அப்பிபாபட்டி, வட்டூர், திருச்செங்கோடு, நாமக்கல். (3) மு.நவீன்குமார், 136, அருந்ததியர் தெரு, அப்பிபாபட்டி, நாமக்கல். bbox=[1148, 501, 1486, 555]
booth-organizer-details: : ச.மணிகண்டன், பொன்னிமேடு, மோளிப்பள்ளி, திருச்செங்கோடு, நாமக்கல். bbox=[485, 164, 714, 191]
entry-text: ரா.தியாகு, 4/105, வண்டிக்காடு, பெத்தாம்பட்டி, வட்டூர், திருச்செங்கோடு, நாமக்கல். bbox=[1148, 1178, 1486, 1204]
booth-entry bbox=[788, 1506, 1125, 1534]
entry-text: (1) க.விஜய், 957–ஏ, தேவேந்திர தெரு, கருமாபுரம், திருச்செங்கோடு, நாமக்கல். (2) சிகார்த்திக், மரம்பாளையம், கருமாபுரம், திருச்செங்கோடு, நாமக்கல். (3) செஞ்சுகுமார், மரம்பாளையம், கருமாபுரம், திருச்செங்கோடு, நாமக்கல். bbox=[788, 1245, 1125, 1299]
role-label: துணை அமைப்பாளர்கள் : bbox=[1148, 306, 1281, 318]
role-label: துணை அமைப்பாளர்கள் : bbox=[60, 200, 191, 212]
booth-organizer-details: : மா.பிரபாகரன், பாலாஜி நகர், உஞ்சனை, திருச்செங்கோடு, நாமக்கல். bbox=[124, 387, 318, 413]
role-label: அமைப்பாளர் : bbox=[60, 281, 134, 293]
organizer-entry bbox=[788, 199, 1125, 242]
role-label: அமைப்பாளர் : bbox=[1148, 1484, 1232, 1496]
role-label: அமைப்பாளர் : bbox=[788, 1214, 875, 1226]
